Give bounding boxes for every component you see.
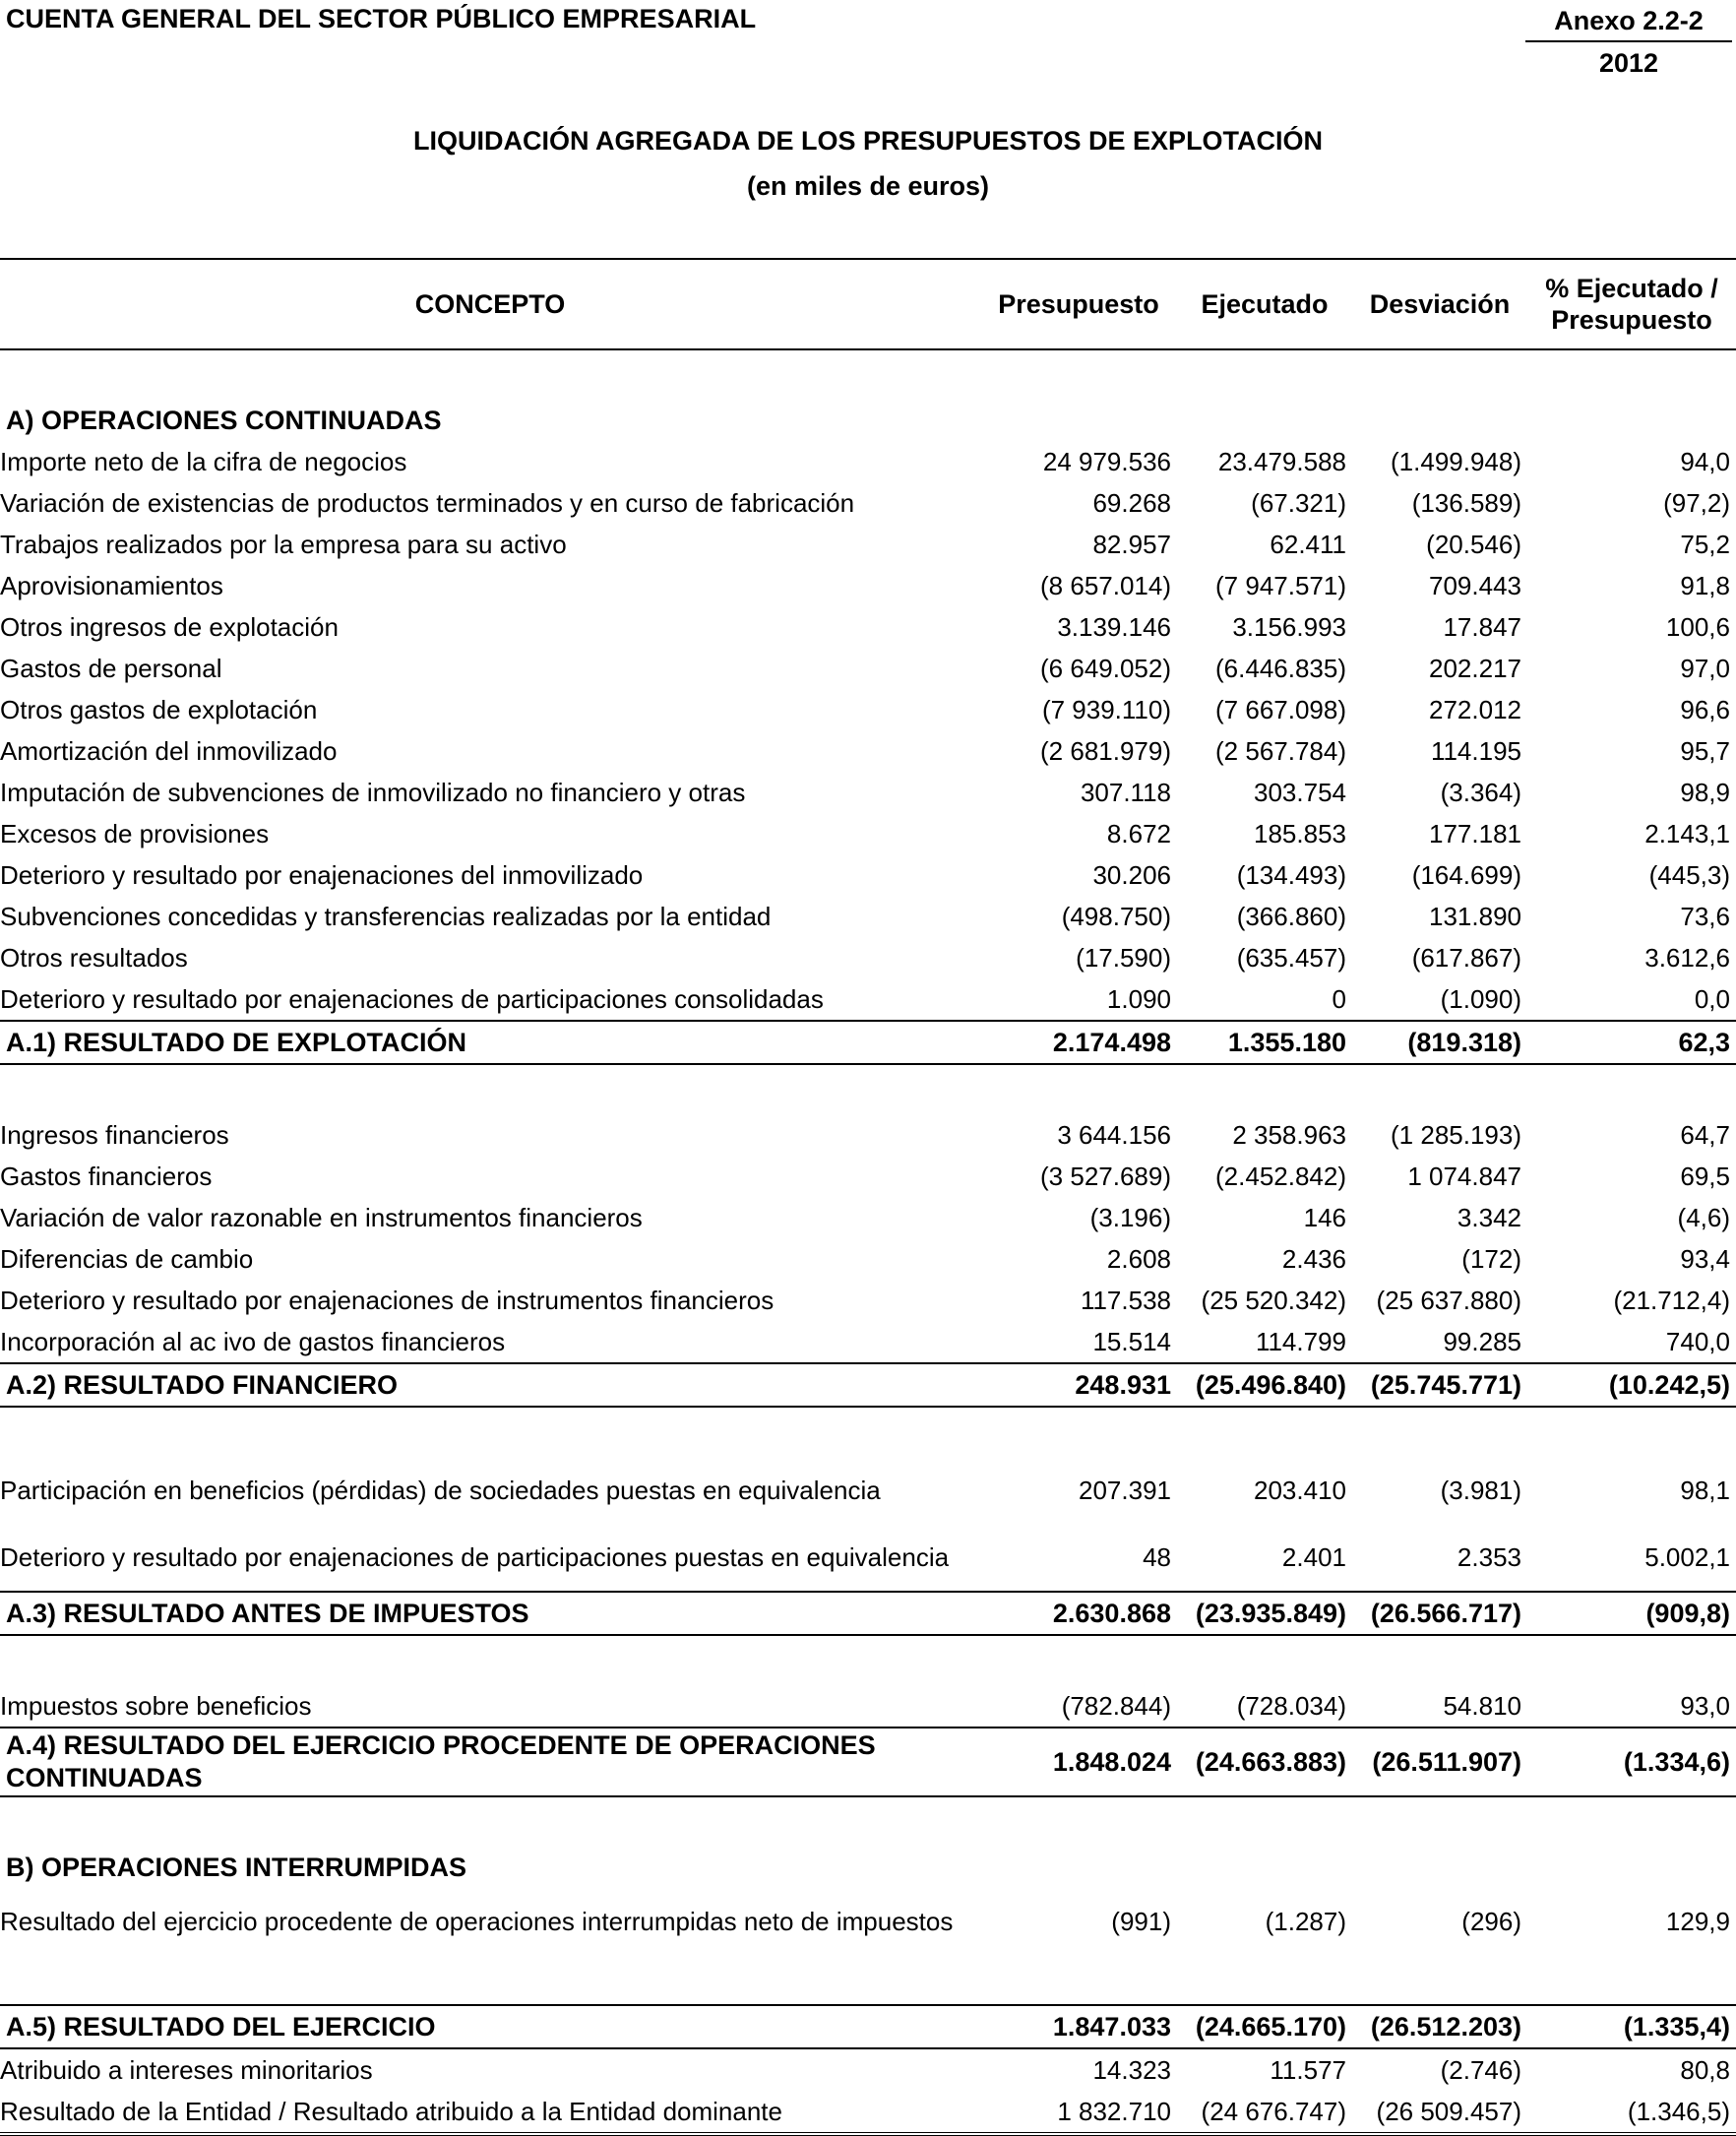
subtotal-row (0, 1592, 1736, 1635)
cell-pct: 129,9 (1665, 1906, 1730, 1936)
row-label: Aprovisionamientos (0, 570, 223, 600)
cell-pct: 69,5 (1680, 1161, 1730, 1191)
cell-ejecutado: (24.663.883) (1177, 1728, 1352, 1796)
table-row (0, 524, 1736, 565)
cell-presupuesto: (3 527.689) (1040, 1161, 1171, 1191)
subtotal-row (0, 2005, 1736, 2048)
cell-desviacion: (136.589) (1411, 487, 1521, 518)
cell-ejecutado: 2.401 (1281, 1541, 1346, 1572)
cell-pct: 3.612,6 (1644, 942, 1730, 973)
cell-presupuesto: 3 644.156 (1057, 1119, 1171, 1150)
table-row (0, 1888, 1736, 1955)
col-header-pct-line1: % Ejecutado / (1545, 274, 1718, 303)
table-row (0, 1114, 1736, 1156)
cell-presupuesto: (2 681.979) (1040, 735, 1171, 766)
cell-desviacion: 2.353 (1457, 1541, 1521, 1572)
row-label: Otros ingresos de explotación (0, 611, 339, 642)
table-row (0, 1457, 1736, 1524)
cell-desviacion: 1 074.847 (1407, 1161, 1521, 1191)
cell-desviacion: 17.847 (1443, 611, 1521, 642)
cell-pct: (97,2) (1663, 487, 1730, 518)
cell-ejecutado: 203.410 (1254, 1475, 1346, 1505)
cell-pct: 80,8 (1680, 2054, 1730, 2085)
row-label: Atribuido a intereses minoritarios (0, 2054, 373, 2085)
cell-desviacion: (3.981) (1440, 1475, 1521, 1505)
row-label: A) OPERACIONES CONTINUADAS (6, 405, 442, 435)
cell-ejecutado: 0 (1332, 983, 1346, 1014)
cell-ejecutado: (7 947.571) (1215, 570, 1346, 600)
table-row (0, 565, 1736, 606)
cell-presupuesto: 207.391 (1079, 1475, 1171, 1505)
cell-pct: 2.143,1 (1644, 818, 1730, 848)
cell-pct: 91,8 (1680, 570, 1730, 600)
row-label: Excesos de provisiones (0, 818, 270, 848)
row-label: Ingresos financieros (0, 1119, 229, 1150)
cell-pct: 0,0 (1694, 983, 1730, 1014)
col-header-pct (1527, 259, 1736, 349)
cell-pct: 73,6 (1680, 901, 1730, 931)
cell-presupuesto: (498.750) (1061, 901, 1171, 931)
cell-pct: 97,0 (1680, 653, 1730, 683)
cell-pct: (1.346,5) (1527, 2091, 1736, 2134)
cell-desviacion: (26 509.457) (1352, 2091, 1527, 2134)
cell-pct: 95,7 (1680, 735, 1730, 766)
table-row (0, 441, 1736, 482)
row-label: Variación de valor razonable en instrumentos financieros (0, 1202, 643, 1232)
col-header-concepto: CONCEPTO (0, 259, 980, 349)
table-row (0, 978, 1736, 1021)
subtotal-label: A.2) RESULTADO FINANCIERO (0, 1363, 980, 1407)
table-row (0, 854, 1736, 896)
cell-ejecutado: 23.479.588 (1217, 446, 1346, 476)
row-label: Variación de existencias de productos terminados y en curso de fabricación (0, 487, 855, 518)
cell-desviacion: (164.699) (1411, 859, 1521, 890)
cell-presupuesto: (6 649.052) (1040, 653, 1171, 683)
row-label: Importe neto de la cifra de negocios (0, 446, 407, 476)
cell-desviacion: (1 285.193) (1391, 1119, 1521, 1150)
subtotal-label: A.3) RESULTADO ANTES DE IMPUESTOS (0, 1592, 980, 1635)
cell-ejecutado: 2.436 (1281, 1243, 1346, 1274)
cell-desviacion: (819.318) (1352, 1021, 1527, 1064)
cell-desviacion: (25.745.771) (1352, 1363, 1527, 1407)
cell-desviacion: (296) (1461, 1906, 1521, 1936)
table-row (0, 1524, 1736, 1592)
table-row (0, 1238, 1736, 1280)
cell-presupuesto: 1 832.710 (980, 2091, 1177, 2134)
cell-presupuesto: 14.323 (1092, 2054, 1171, 2085)
table-row (0, 772, 1736, 813)
cell-desviacion: 709.443 (1429, 570, 1521, 600)
cell-desviacion: (1.090) (1440, 983, 1521, 1014)
cell-pct: 62,3 (1527, 1021, 1736, 1064)
cell-ejecutado: (67.321) (1251, 487, 1346, 518)
cell-ejecutado: 114.799 (1255, 1326, 1346, 1356)
budget-table (0, 258, 1736, 2136)
cell-desviacion: (617.867) (1411, 942, 1521, 973)
cell-ejecutado: 62.411 (1270, 529, 1346, 559)
document-title: LIQUIDACIÓN AGREGADA DE LOS PRESUPUESTOS DE EXPLOTACIÓN (412, 126, 1324, 156)
cell-pct: 75,2 (1680, 529, 1730, 559)
cell-ejecutado: (23.935.849) (1177, 1592, 1352, 1635)
cell-desviacion: (26.511.907) (1352, 1728, 1527, 1796)
document-subtitle: (en miles de euros) (746, 171, 990, 201)
row-label: Deterioro y resultado por enajenaciones de instrumentos financieros (0, 1285, 775, 1315)
cell-presupuesto: 248.931 (980, 1363, 1177, 1407)
cell-ejecutado: (24 676.747) (1177, 2091, 1352, 2134)
cell-ejecutado: (6.446.835) (1215, 653, 1346, 683)
table-row (0, 1280, 1736, 1321)
cell-desviacion: 99.285 (1443, 1326, 1521, 1356)
table-row (0, 937, 1736, 978)
cell-pct: 94,0 (1680, 446, 1730, 476)
year-label: 2012 (1598, 48, 1659, 78)
subtotal-label: A.1) RESULTADO DE EXPLOTACIÓN (0, 1021, 980, 1064)
cell-presupuesto: 69.268 (1092, 487, 1171, 518)
row-label: Trabajos realizados por la empresa para su activo (0, 529, 567, 559)
cell-presupuesto: (782.844) (1061, 1690, 1171, 1721)
row-label: Resultado del ejercicio procedente de operaciones interrumpidas neto de impuestos (0, 1906, 954, 1936)
cell-desviacion: 131.890 (1429, 901, 1521, 931)
cell-pct: (10.242,5) (1527, 1363, 1736, 1407)
cell-desviacion: (172) (1461, 1243, 1521, 1274)
row-label: Deterioro y resultado por enajenaciones de participaciones puestas en equivalencia (0, 1541, 950, 1572)
section-row (0, 1847, 1736, 1888)
cell-presupuesto: 82.957 (1092, 529, 1171, 559)
cell-presupuesto: (991) (1111, 1906, 1171, 1936)
cell-desviacion: 54.810 (1443, 1690, 1521, 1721)
cell-pct: 100,6 (1665, 611, 1730, 642)
cell-ejecutado: 2 358.963 (1232, 1119, 1346, 1150)
row-label: Deterioro y resultado por enajenaciones de participaciones consolidadas (0, 983, 824, 1014)
table-row (0, 2048, 1736, 2091)
col-header-desviacion: Desviación (1352, 259, 1527, 349)
cell-ejecutado: 3.156.993 (1232, 611, 1346, 642)
cell-ejecutado: (25 520.342) (1201, 1285, 1346, 1315)
cell-presupuesto: (3.196) (1089, 1202, 1171, 1232)
cell-desviacion: 177.181 (1429, 818, 1521, 848)
table-row (0, 730, 1736, 772)
cell-ejecutado: (7 667.098) (1215, 694, 1346, 724)
cell-desviacion: 3.342 (1457, 1202, 1521, 1232)
cell-ejecutado: (24.665.170) (1177, 2005, 1352, 2048)
table-row (0, 482, 1736, 524)
cell-ejecutado: 1.355.180 (1177, 1021, 1352, 1064)
cell-pct: (445,3) (1648, 859, 1730, 890)
table-row (0, 813, 1736, 854)
row-label: Deterioro y resultado por enajenaciones del inmovilizado (0, 859, 644, 890)
cell-ejecutado: (366.860) (1236, 901, 1346, 931)
cell-ejecutado: (25.496.840) (1177, 1363, 1352, 1407)
table-row (0, 1685, 1736, 1728)
cell-pct: (4,6) (1677, 1202, 1730, 1232)
cell-pct: 93,0 (1680, 1690, 1730, 1721)
row-label: Incorporación al ac ivo de gastos financieros (0, 1326, 506, 1356)
table-row (0, 2091, 1736, 2134)
cell-presupuesto: 1.090 (1106, 983, 1171, 1014)
cell-presupuesto: (17.590) (1076, 942, 1171, 973)
table-row (0, 648, 1736, 689)
cell-presupuesto: 1.848.024 (980, 1728, 1177, 1796)
table-row (0, 1156, 1736, 1197)
cell-ejecutado: (2 567.784) (1215, 735, 1346, 766)
cell-presupuesto: 24 979.536 (1042, 446, 1171, 476)
cell-pct: 740,0 (1665, 1326, 1730, 1356)
table-row (0, 896, 1736, 937)
cell-desviacion: (3.364) (1440, 777, 1521, 807)
row-label: Resultado de la Entidad / Resultado atribuido a la Entidad dominante (0, 2091, 980, 2134)
table-row (0, 689, 1736, 730)
cell-presupuesto: (7 939.110) (1041, 694, 1171, 724)
cell-presupuesto: 117.538 (1080, 1285, 1171, 1315)
cell-ejecutado: 185.853 (1254, 818, 1346, 848)
cell-ejecutado: 11.577 (1270, 2054, 1346, 2085)
cell-presupuesto: 2.630.868 (980, 1592, 1177, 1635)
cell-pct: (21.712,4) (1613, 1285, 1730, 1315)
cell-pct: 5.002,1 (1644, 1541, 1730, 1572)
subtotal-row (0, 1021, 1736, 1064)
cell-ejecutado: (2.452.842) (1215, 1161, 1346, 1191)
subtotal-label: A.4) RESULTADO DEL EJERCICIO PROCEDENTE DE OPERACIONES CONTINUADAS (0, 1728, 980, 1796)
cell-desviacion: 114.195 (1430, 735, 1521, 766)
cell-desviacion: (2.746) (1440, 2054, 1521, 2085)
cell-presupuesto: 8.672 (1106, 818, 1171, 848)
cell-ejecutado: (134.493) (1236, 859, 1346, 890)
col-header-pct-line2: Presupuesto (1551, 305, 1712, 335)
cell-pct: (1.335,4) (1527, 2005, 1736, 2048)
cell-desviacion: (26.512.203) (1352, 2005, 1527, 2048)
cell-presupuesto: 2.174.498 (980, 1021, 1177, 1064)
annex-block (1525, 6, 1732, 79)
cell-pct: 98,9 (1680, 777, 1730, 807)
subtotal-row (0, 1363, 1736, 1407)
cell-pct: (909,8) (1527, 1592, 1736, 1635)
cell-ejecutado: 146 (1303, 1202, 1346, 1232)
cell-presupuesto: 30.206 (1092, 859, 1171, 890)
cell-presupuesto: 48 (1143, 1541, 1171, 1572)
cell-pct: 96,6 (1680, 694, 1730, 724)
row-label: Otros resultados (0, 942, 188, 973)
annex-label: Anexo 2.2-2 (1525, 6, 1732, 42)
cell-presupuesto: (8 657.014) (1040, 570, 1171, 600)
table-row (0, 1321, 1736, 1363)
row-label: Impuestos sobre beneficios (0, 1690, 312, 1721)
cell-presupuesto: 15.514 (1092, 1326, 1171, 1356)
row-label: Participación en beneficios (pérdidas) de sociedades puestas en equivalencia (0, 1475, 881, 1505)
cell-presupuesto: 1.847.033 (980, 2005, 1177, 2048)
row-label: Diferencias de cambio (0, 1243, 254, 1274)
cell-desviacion: (20.546) (1426, 529, 1521, 559)
row-label: Subvenciones concedidas y transferencias realizadas por la entidad (0, 901, 772, 931)
cell-presupuesto: 307.118 (1080, 777, 1171, 807)
cell-presupuesto: 3.139.146 (1057, 611, 1171, 642)
cell-ejecutado: (1.287) (1265, 1906, 1346, 1936)
table-row (0, 1197, 1736, 1238)
col-header-ejecutado: Ejecutado (1177, 259, 1352, 349)
cell-desviacion: (26.566.717) (1352, 1592, 1527, 1635)
cell-ejecutado: (635.457) (1236, 942, 1346, 973)
subtotal-row (0, 1728, 1736, 1796)
section-label: B) OPERACIONES INTERRUMPIDAS (6, 1852, 467, 1882)
table-row (0, 400, 1736, 441)
report-header-title: CUENTA GENERAL DEL SECTOR PÚBLICO EMPRESARIAL (6, 4, 757, 33)
cell-desviacion: 202.217 (1429, 653, 1521, 683)
row-label: Imputación de subvenciones de inmovilizado no financiero y otras (0, 777, 746, 807)
cell-presupuesto: 2.608 (1106, 1243, 1171, 1274)
cell-desviacion: (1.499.948) (1391, 446, 1521, 476)
subtotal-label: A.5) RESULTADO DEL EJERCICIO (0, 2005, 980, 2048)
col-header-presupuesto: Presupuesto (980, 259, 1177, 349)
row-label: Otros gastos de explotación (0, 694, 318, 724)
cell-pct: 93,4 (1680, 1243, 1730, 1274)
cell-desviacion: (25 637.880) (1376, 1285, 1521, 1315)
table-row (0, 606, 1736, 648)
cell-pct: (1.334,6) (1527, 1728, 1736, 1796)
cell-desviacion: 272.012 (1429, 694, 1521, 724)
cell-pct: 98,1 (1680, 1475, 1730, 1505)
table-header-row (0, 259, 1736, 349)
cell-pct: 64,7 (1680, 1119, 1730, 1150)
cell-ejecutado: 303.754 (1254, 777, 1346, 807)
row-label: Gastos financieros (0, 1161, 213, 1191)
row-label: Gastos de personal (0, 653, 222, 683)
cell-ejecutado: (728.034) (1236, 1690, 1346, 1721)
row-label: Amortización del inmovilizado (0, 735, 338, 766)
